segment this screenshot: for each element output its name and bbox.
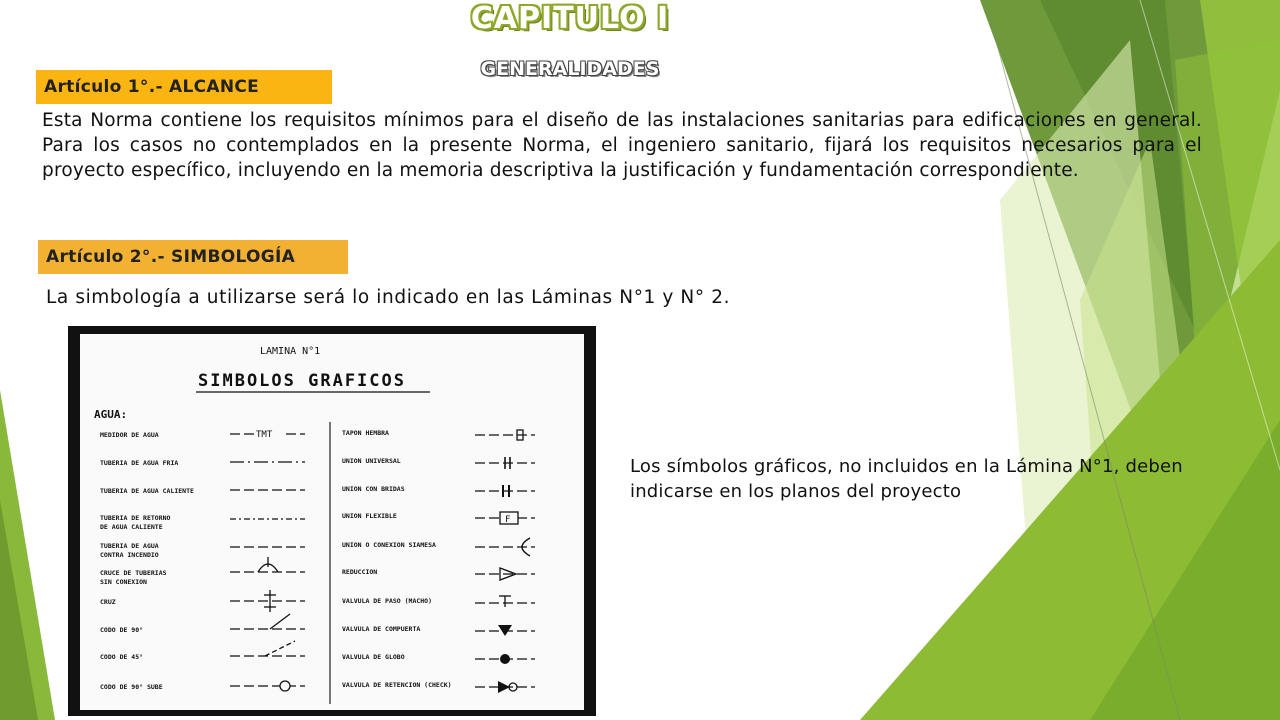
lamina-symbols-sheet [80,334,584,710]
lamina-right-symbol [475,485,535,497]
chapter-title: CAPITULO I [470,1,670,36]
lamina-right-symbol [475,654,535,664]
lamina-header: LAMINA N°1 [260,346,321,357]
lamina-right-item: UNION UNIVERSAL [342,457,401,465]
lamina-right-item: TAPON HEMBRA [342,429,389,437]
lamina-left-symbol [230,614,305,629]
lamina-right-symbol [475,596,535,607]
lamina-left-symbol [230,641,305,656]
lamina-right-symbol [475,625,535,636]
lamina-right-list [342,429,452,689]
lamina-right-symbol [475,538,535,556]
lamina-sheet [80,334,584,710]
lamina-right-item: VALVULA DE GLOBO [342,653,405,661]
lamina-left-item: TUBERIA DE RETORNO [100,514,171,522]
lamina-title: SIMBOLOS GRAFICOS [198,371,406,391]
lamina-section-agua: AGUA: [94,408,128,421]
lamina-right-item: UNION FLEXIBLE [342,512,397,520]
lamina-meter-symbol-text: TMT [256,430,273,440]
lamina-right-symbol [475,512,535,525]
lamina-left-item: CODO DE 90° [100,626,144,634]
lamina-right-symbol [475,430,535,440]
lamina-left-symbol [230,557,305,572]
article-1-text: Esta Norma contiene los requisitos mínimos para el diseño de las instalaciones sanitarias para edificaciones en general. Para los casos no contemplados en la presente Norma, el ingeniero sanitario, fijará los requisitos necesarios para el proyecto específico, incluyendo en la memoria descriptiva la justificación y fundamentación correspondiente. [42,110,1202,181]
article-2-text: La simbología a utilizarse será lo indicado en las Láminas N°1 y N° 2. [46,287,731,308]
lamina-left-item: CODO DE 45° [100,653,144,661]
article-2-label: Artículo 2°.- SIMBOLOGÍA [38,240,348,274]
lamina-left-item: CRUZ [100,598,116,606]
lamina-left-item: TUBERIA DE AGUA FRIA [100,459,179,467]
lamina-left-item: DE AGUA CALIENTE [100,523,163,531]
lamina-left-symbols [230,428,305,691]
lamina-left-item: TUBERIA DE AGUA [100,542,159,550]
chapter-subtitle: GENERALIDADES [480,58,660,80]
lamina-left-symbol [230,590,305,612]
lamina-right-symbol [475,568,535,580]
note-text: Los símbolos gráficos, no incluidos en la Lámina N°1, deben indicarse en los planos del proyecto [630,456,1183,502]
lamina-right-symbol [475,681,535,693]
lamina-left-item: CRUCE DE TUBERIAS [100,569,167,577]
lamina-left-symbol [230,681,305,691]
lamina-left-item: SIN CONEXION [100,578,147,586]
lamina-right-item: VALVULA DE PASO (MACHO) [342,597,433,605]
lamina-left-item: CONTRA INCENDIO [100,551,159,559]
lamina-right-item: UNION O CONEXION SIAMESA [342,541,436,549]
lamina-left-item: MEDIDOR DE AGUA [100,431,159,439]
lamina-right-item: VALVULA DE RETENCION (CHECK) [342,681,452,689]
lamina-right-symbol [475,457,535,469]
lamina-image-frame [68,326,596,716]
lamina-right-item: REDUCCION [342,568,378,576]
lamina-right-item: VALVULA DE COMPUERTA [342,625,421,633]
lamina-flex-symbol-text: F [505,515,511,525]
lamina-left-list [100,431,194,691]
lamina-right-item: UNION CON BRIDAS [342,485,405,493]
lamina-right-symbols [475,430,535,693]
lamina-left-item: TUBERIA DE AGUA CALIENTE [100,487,194,495]
lamina-left-symbol [230,428,305,440]
lamina-left-item: CODO DE 90° SUBE [100,683,163,691]
article-1-label: Artículo 1°.- ALCANCE [36,70,332,104]
